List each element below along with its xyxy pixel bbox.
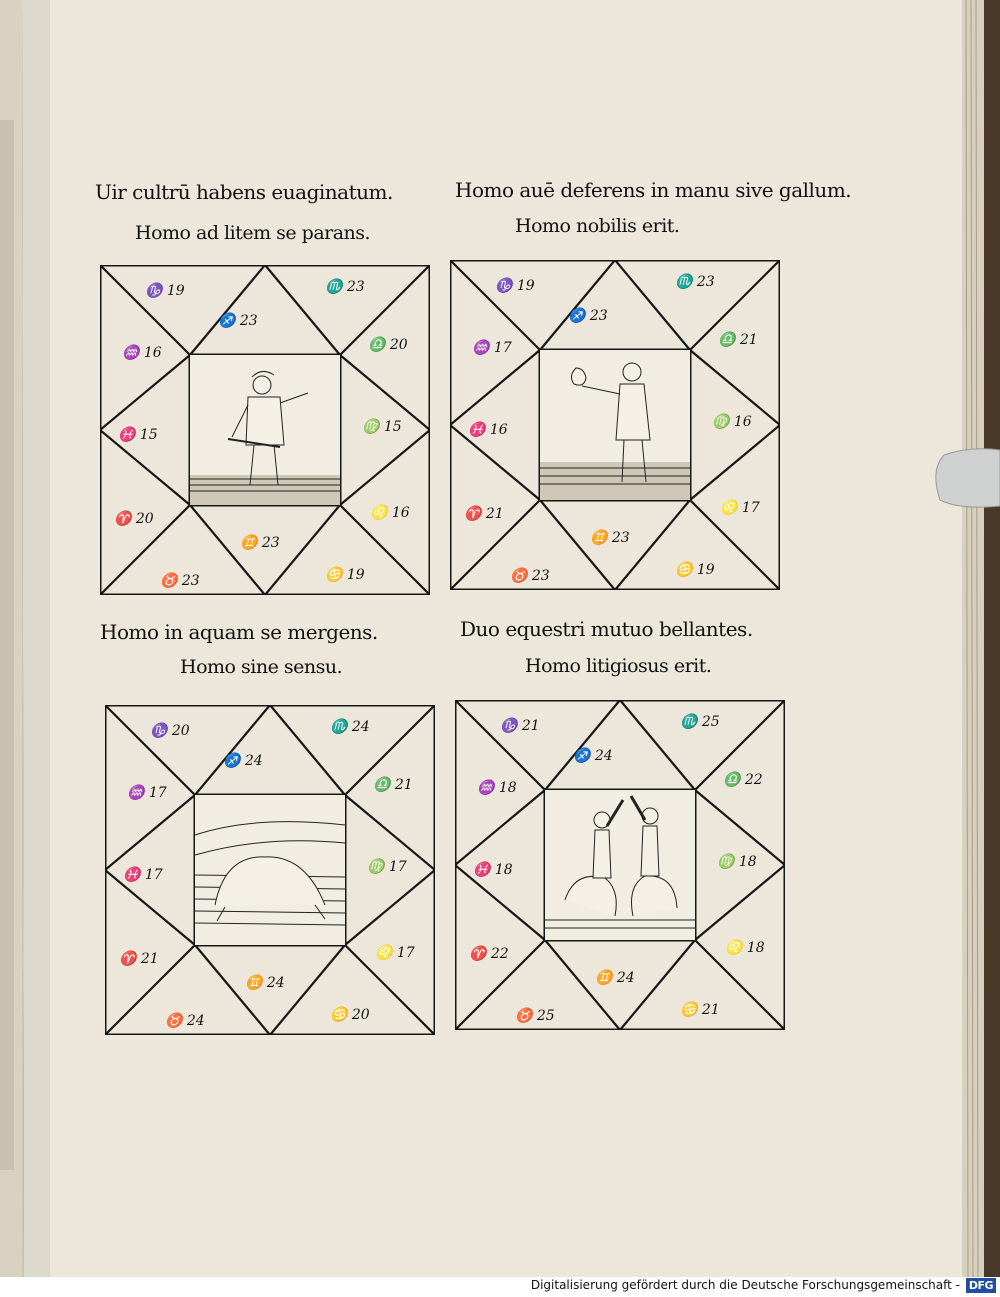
- house-label-right-top: ♎ 21: [373, 777, 413, 793]
- house-label-right-bot: ♌ 18: [725, 940, 765, 956]
- subcaption-4: Homo litigiosus erit.: [525, 655, 712, 677]
- chart-line: [190, 265, 265, 355]
- man-diving-woodcut: [195, 795, 345, 945]
- house-label-top-mid: ♐ 23: [218, 313, 258, 329]
- house-label-right-bot: ♌ 17: [375, 945, 415, 961]
- house-label-bot-right: ♋ 19: [325, 567, 365, 583]
- house-label-bot-right: ♋ 19: [675, 562, 715, 578]
- house-label-right-top: ♎ 21: [718, 332, 758, 348]
- house-label-top-left: ♑ 19: [495, 278, 535, 294]
- house-label-left-bot: ♈ 20: [114, 511, 154, 527]
- chart-line: [450, 350, 540, 425]
- horoscope-chart-3: [105, 705, 435, 1035]
- house-label-left-top: ♒ 17: [472, 340, 512, 356]
- house-label-left-top: ♒ 18: [477, 780, 517, 796]
- chart-line: [105, 795, 195, 870]
- house-label-left-mid: ♓ 18: [473, 862, 513, 878]
- house-label-top-right: ♏ 23: [325, 279, 365, 295]
- house-label-top-mid: ♐ 24: [573, 748, 613, 764]
- chart-line: [450, 260, 540, 350]
- chart-line: [690, 425, 780, 500]
- chart-line: [345, 870, 435, 945]
- chart-line: [455, 700, 545, 790]
- house-label-left-mid: ♓ 17: [123, 867, 163, 883]
- house-label-top-mid: ♐ 24: [223, 753, 263, 769]
- footer-bar: [0, 1277, 1000, 1297]
- man-with-knife-woodcut: [190, 355, 340, 505]
- house-label-right-mid: ♍ 18: [717, 854, 757, 870]
- house-label-left-bot: ♈ 21: [119, 951, 159, 967]
- house-label-right-bot: ♌ 16: [370, 505, 410, 521]
- house-label-right-bot: ♌ 17: [720, 500, 760, 516]
- house-label-bot-mid: ♊ 23: [590, 530, 630, 546]
- horoscope-chart-2: [450, 260, 780, 590]
- house-label-bot-mid: ♊ 24: [245, 975, 285, 991]
- chart-line: [105, 705, 195, 795]
- chart-line: [195, 705, 270, 795]
- chart-line: [100, 355, 190, 430]
- house-label-bot-right: ♋ 21: [680, 1002, 720, 1018]
- house-label-top-right: ♏ 24: [330, 719, 370, 735]
- house-label-left-bot: ♈ 22: [469, 946, 509, 962]
- house-label-bot-mid: ♊ 23: [240, 535, 280, 551]
- house-label-left-top: ♒ 17: [127, 785, 167, 801]
- horoscope-chart-4: [455, 700, 785, 1030]
- house-label-bot-left: ♉ 25: [515, 1008, 555, 1024]
- house-label-right-mid: ♍ 17: [367, 859, 407, 875]
- subcaption-1: Homo ad litem se parans.: [135, 222, 371, 244]
- caption-3: Homo in aquam se mergens.: [100, 620, 378, 644]
- house-label-bot-mid: ♊ 24: [595, 970, 635, 986]
- house-label-right-top: ♎ 20: [368, 337, 408, 353]
- caption-1: Uir cultrū habens euaginatum.: [95, 180, 393, 204]
- house-label-left-mid: ♓ 16: [468, 422, 508, 438]
- subcaption-3: Homo sine sensu.: [180, 656, 343, 678]
- house-label-bot-right: ♋ 20: [330, 1007, 370, 1023]
- caption-2: Homo auē deferens in manu sive gallum.: [455, 178, 852, 202]
- house-label-bot-left: ♉ 23: [510, 568, 550, 584]
- house-label-bot-left: ♉ 24: [165, 1013, 205, 1029]
- house-label-left-top: ♒ 16: [122, 345, 162, 361]
- house-label-right-mid: ♍ 16: [712, 414, 752, 430]
- house-label-top-left: ♑ 21: [500, 718, 540, 734]
- chart-line: [540, 260, 615, 350]
- man-with-rooster-woodcut: [540, 350, 690, 500]
- house-label-right-top: ♎ 22: [723, 772, 763, 788]
- footer-credit: Digitalisierung gefördert durch die Deutsche Forschungsgemeinschaft -: [530, 1278, 960, 1292]
- house-label-top-right: ♏ 25: [680, 714, 720, 730]
- chart-line: [100, 265, 190, 355]
- chart-line: [695, 865, 785, 940]
- house-label-top-right: ♏ 23: [675, 274, 715, 290]
- house-label-top-mid: ♐ 23: [568, 308, 608, 324]
- chart-line: [455, 790, 545, 865]
- house-label-left-bot: ♈ 21: [464, 506, 504, 522]
- chart-line: [340, 430, 430, 505]
- house-label-top-left: ♑ 19: [145, 283, 185, 299]
- caption-4: Duo equestri mutuo bellantes.: [460, 617, 753, 641]
- chart-line: [545, 700, 620, 790]
- house-label-top-left: ♑ 20: [150, 723, 190, 739]
- subcaption-2: Homo nobilis erit.: [515, 215, 680, 237]
- house-label-left-mid: ♓ 15: [118, 427, 158, 443]
- dfg-logo: DFG: [966, 1278, 996, 1293]
- house-label-right-mid: ♍ 15: [362, 419, 402, 435]
- horoscope-chart-1: [100, 265, 430, 595]
- house-label-bot-left: ♉ 23: [160, 573, 200, 589]
- two-riders-fighting-woodcut: [545, 790, 695, 940]
